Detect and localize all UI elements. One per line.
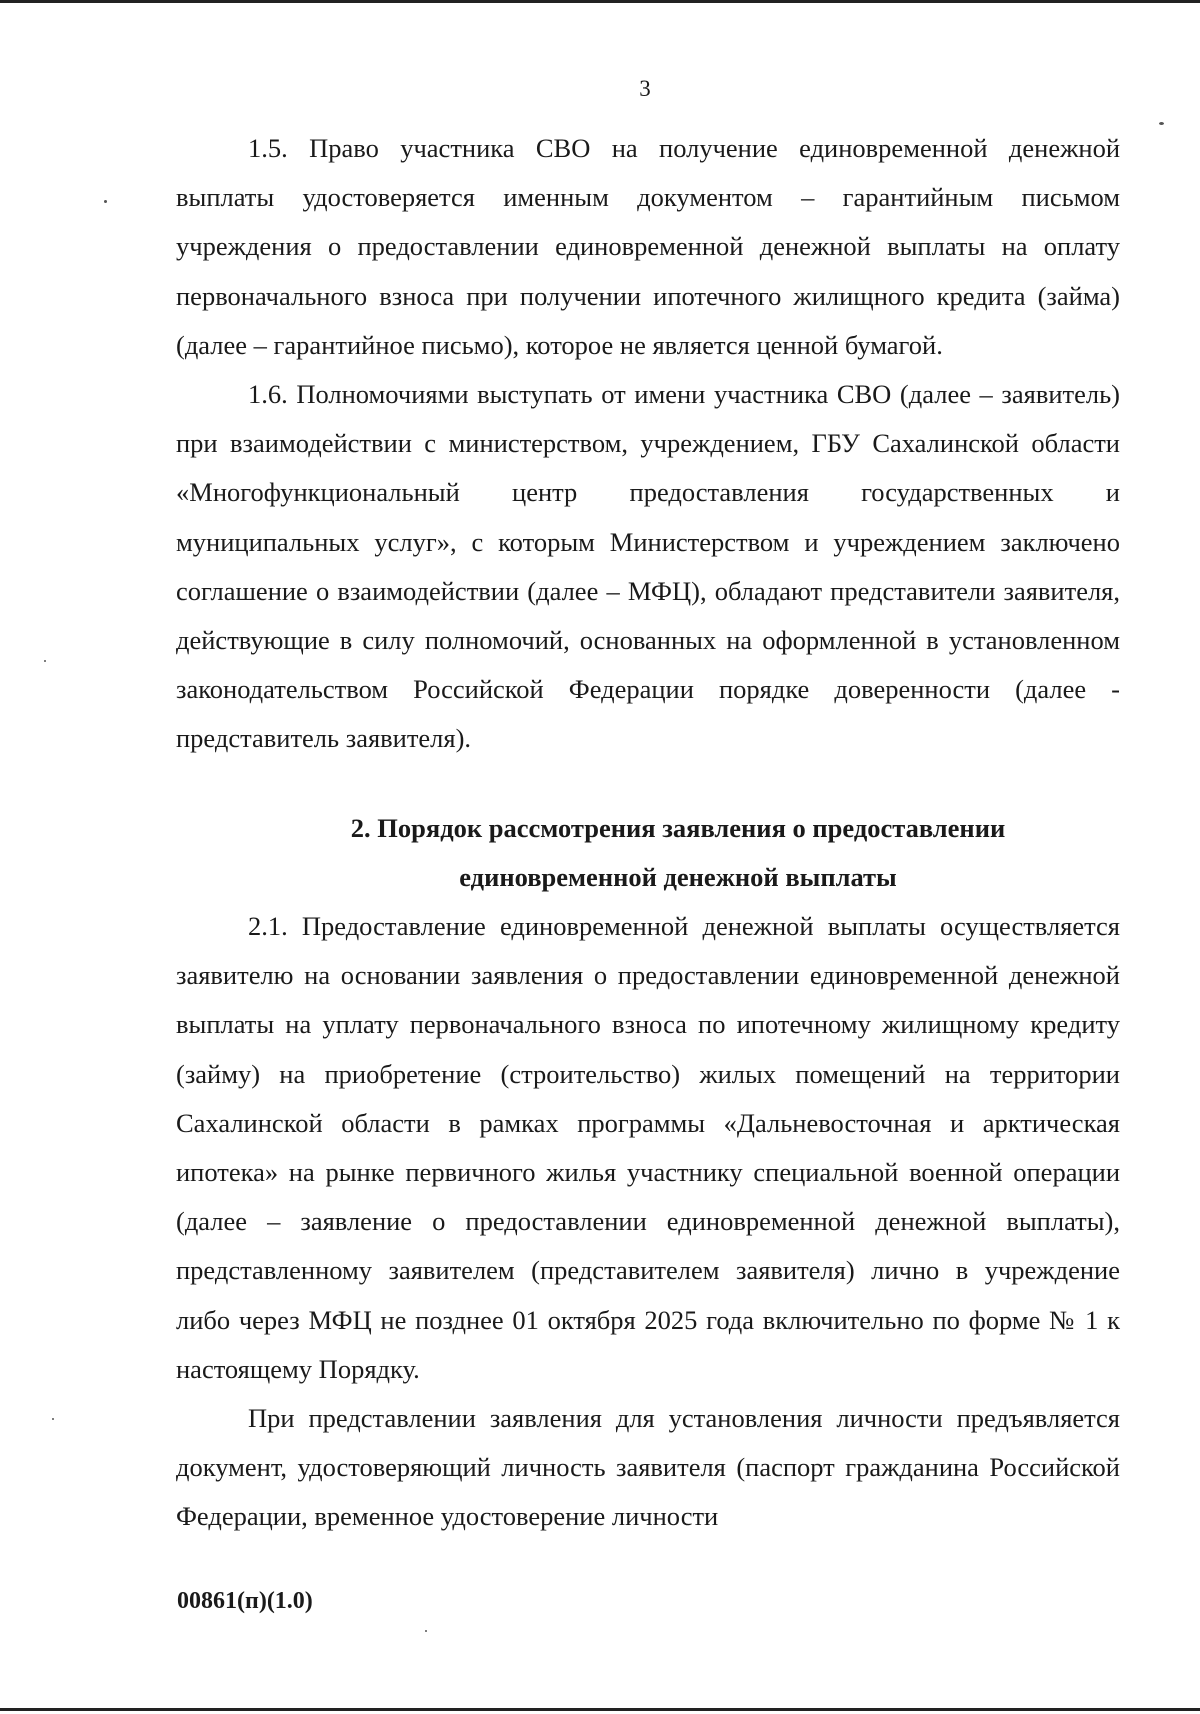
- bottom-scan-edge: [0, 1708, 1200, 1711]
- scan-speck: [425, 1630, 427, 1632]
- scan-speck: [104, 200, 107, 203]
- section-2-heading-line-2: единовременной денежной выплаты: [459, 861, 897, 892]
- document-footer-code: 00861(п)(1.0): [177, 1588, 313, 1614]
- scan-speck: [52, 1418, 54, 1420]
- scan-speck: [1159, 122, 1164, 125]
- document-body: [176, 124, 1120, 1542]
- paragraph-2-1: 2.1. Предоставление единовременной денежной выплаты осуществляется заявителю на основании заявления о предоставлении единовременной денежной выплаты на уплату первоначального взноса по ипотечному жилищному кредиту (займу) на приобретение (строительство) жилых помещений на территории Сахалинской области в рамках программы «Дальневосточная и арктическая ипотека» на рынке первичного жилья участнику специальной военной операции (далее – заявление о предоставлении единовременной денежной выплаты), представленному заявителем (представителем заявителя) лично в учреждение либо через МФЦ не позднее 01 октября 2025 года включительно по форме № 1 к настоящему Порядку.: [176, 911, 1120, 1384]
- section-2-heading-line-1: 2. Порядок рассмотрения заявления о предоставлении: [350, 812, 1006, 843]
- paragraph-1-6: 1.6. Полномочиями выступать от имени участника СВО (далее – заявитель) при взаимодействии с министерством, учреждением, ГБУ Сахалинской области «Многофункциональный центр предоставления государственных и муниципальных услуг», с которым Министерством и учреждением заключено соглашение о взаимодействии (далее – МФЦ), обладают представители заявителя, действующие в силу полномочий, основанных на оформленной в установленном законодательством Российской Федерации порядке доверенности (далее - представитель заявителя).: [176, 379, 1120, 754]
- paragraph-identity-document: При представлении заявления для установления личности предъявляется документ, удостоверяющий личность заявителя (паспорт гражданина Российской Федерации, временное удостоверение личности: [176, 1403, 1120, 1532]
- paragraph-1-5: 1.5. Право участника СВО на получение единовременной денежной выплаты удостоверяется именным документом – гарантийным письмом учреждения о предоставлении единовременной денежной выплаты на оплату первоначального взноса при получении ипотечного жилищного кредита (займа) (далее – гарантийное письмо), которое не является ценной бумагой.: [176, 133, 1120, 360]
- page-number: 3: [639, 76, 651, 101]
- scan-speck: [44, 660, 46, 662]
- top-scan-edge: [0, 0, 1200, 3]
- section-2-heading: [176, 804, 1120, 902]
